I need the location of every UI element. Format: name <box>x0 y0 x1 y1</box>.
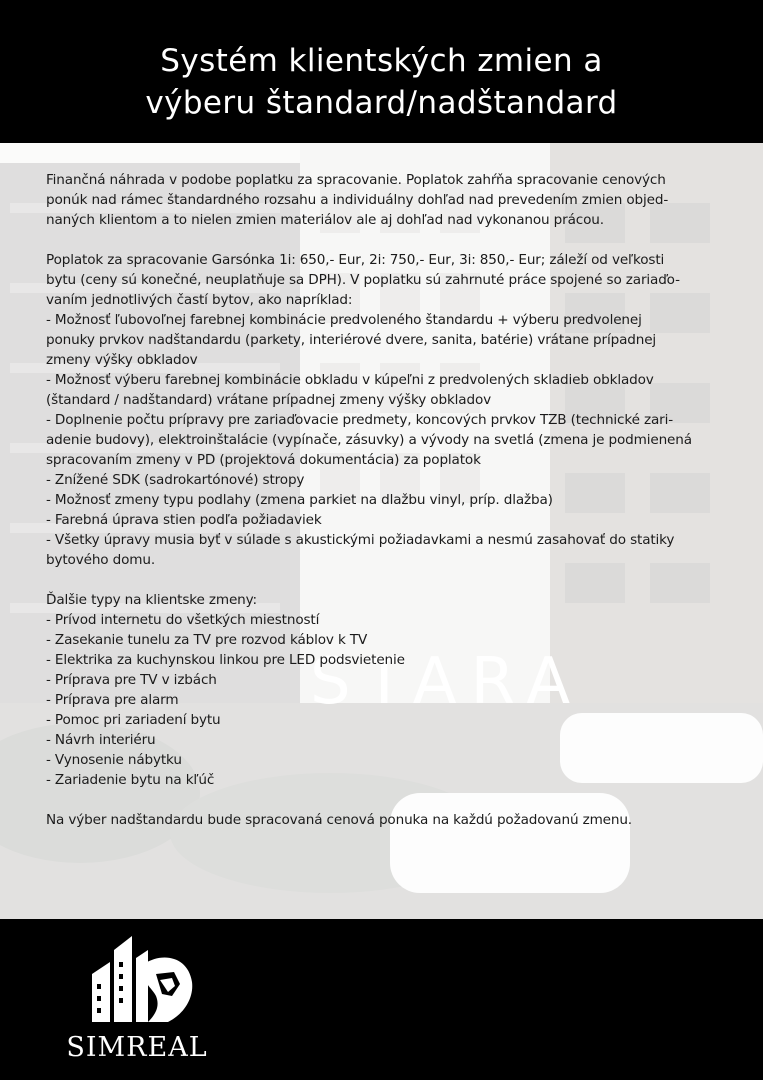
list-item-cont: ponuky prvkov nadštandardu (parkety, interiérové dvere, sanita, batérie) vrátane prípadnej <box>46 332 657 348</box>
simreal-logo <box>52 934 222 1074</box>
text-line: ponúk nad rámec štandardného rozsahu a individuálny dohľad nad prevedením zmien objed- <box>46 192 669 208</box>
list-item-cont: bytového domu. <box>46 552 156 568</box>
closing-note: Na výber nadštandardu bude spracovaná cenová ponuka na každú požadovanú zmenu. <box>46 812 632 828</box>
list-item: - Zariadenie bytu na kľúč <box>46 772 215 788</box>
logo-text: SIMREAL <box>66 1032 208 1063</box>
list-item: - Príprava pre alarm <box>46 692 179 708</box>
list-item: - Doplnenie počtu prípravy pre zariaďovacie predmety, koncových prvkov TZB (technické zari- <box>46 412 673 428</box>
text-line: bytu (ceny sú konečné, neuplatňuje sa DPH). V poplatku sú zahrnuté práce spojené so zariaďo- <box>46 272 680 288</box>
text-line: vaním jednotlivých častí bytov, ako napríklad: <box>46 292 353 308</box>
fees-section <box>46 250 722 570</box>
intro-paragraph <box>46 170 722 230</box>
buildings-lion-icon <box>52 934 222 1034</box>
text-line: Poplatok za spracovanie Garsónka 1i: 650,- Eur, 2i: 750,- Eur, 3i: 850,- Eur; záleží od veľkosti <box>46 252 665 268</box>
page-header <box>0 0 763 143</box>
list-item: - Prívod internetu do všetkých miestností <box>46 612 320 628</box>
list-item: - Elektrika za kuchynskou linkou pre LED podsvietenie <box>46 652 405 668</box>
list-item: - Farebná úprava stien podľa požiadaviek <box>46 512 322 528</box>
page-footer <box>0 919 763 1080</box>
list-item-cont: zmeny výšky obkladov <box>46 352 198 368</box>
text-line: Finančná náhrada v podobe poplatku za spracovanie. Poplatok zahŕňa spracovanie cenových <box>46 172 666 188</box>
document-body <box>46 170 722 830</box>
list-item: - Návrh interiéru <box>46 732 156 748</box>
text-line: naných klientom a to nielen zmien materiálov ale aj dohľad nad vykonanou prácou. <box>46 212 604 228</box>
page-title <box>0 40 763 124</box>
list-item-cont: spracovaním zmeny v PD (projektová dokumentácia) za poplatok <box>46 452 481 468</box>
list-item: - Vynosenie nábytku <box>46 752 182 768</box>
list-item: - Znížené SDK (sadrokartónové) stropy <box>46 472 305 488</box>
list-item-cont: adenie budovy), elektroinštalácie (vypínače, zásuvky) a vývody na svetlá (zmena je podmienená <box>46 432 692 448</box>
other-types-section <box>46 590 722 790</box>
list-item: - Všetky úpravy musia byť v súlade s akustickými požiadavkami a nesmú zasahovať do statiky <box>46 532 675 548</box>
section-heading: Ďalšie typy na klientske zmeny: <box>46 592 257 608</box>
list-item-cont: (štandard / nadštandard) vrátane prípadnej zmeny výšky obkladov <box>46 392 492 408</box>
list-item: - Príprava pre TV v izbách <box>46 672 217 688</box>
list-item: - Zasekanie tunelu za TV pre rozvod káblov k TV <box>46 632 368 648</box>
title-line-2: výberu štandard/nadštandard <box>145 85 618 121</box>
list-item: - Možnosť ľubovoľnej farebnej kombinácie predvoleného štandardu + výberu predvolenej <box>46 312 642 328</box>
title-line-1: Systém klientských zmien a <box>160 43 603 79</box>
list-item: - Možnosť zmeny typu podlahy (zmena parkiet na dlažbu vinyl, príp. dlažba) <box>46 492 553 508</box>
list-item: - Pomoc pri zariadení bytu <box>46 712 221 728</box>
list-item: - Možnosť výberu farebnej kombinácie obkladu v kúpeľni z predvolených skladieb obkladov <box>46 372 654 388</box>
